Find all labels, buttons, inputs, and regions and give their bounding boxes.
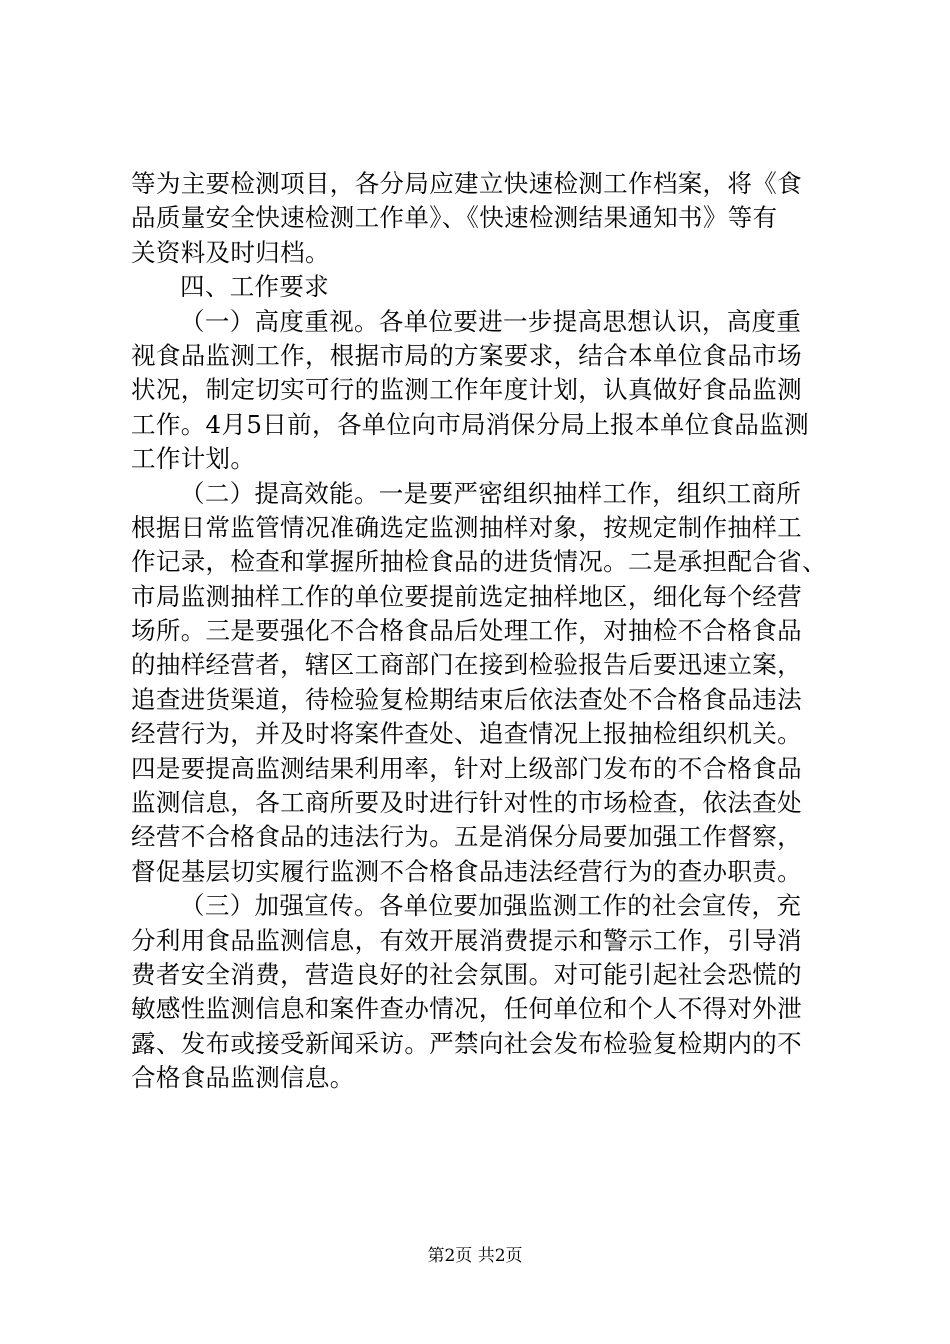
page-number-footer: 第2页 共2页 [427,1246,523,1266]
text-line: 合格食品监测信息。 [131,1063,355,1093]
text-line: 分利用食品监测信息，有效开展消费提示和警示工作，引导消 [131,925,802,955]
text-line: （二）提高效能。一是要严密组织抽样工作，组织工商所 [180,478,802,508]
text-line: 工作计划。 [131,444,256,474]
text-line: 状况，制定切实可行的监测工作年度计划，认真做好食品监测 [131,375,802,405]
text-line: 费者安全消费，营造良好的社会氛围。对可能引起社会恐慌的 [131,959,802,989]
text-line: 作记录，检查和掌握所抽检食品的进货情况。二是承担配合省、 [131,547,827,577]
text-line: 等为主要检测项目，各分局应建立快速检测工作档案，将《食 [131,169,802,198]
text-line: 监测信息，各工商所要及时进行针对性的市场检查，依法查处 [131,788,802,818]
document-body [131,167,831,1096]
paragraph-p-intro [131,167,831,270]
text-line: 敏感性监测信息和案件查办情况，任何单位和个人不得对外泄 [131,994,802,1024]
text-line: 经营行为，并及时将案件查处、追查情况上报抽检组织机关。 [131,719,802,749]
text-line: 场所。三是要强化不合格食品后处理工作，对抽检不合格食品 [131,616,802,646]
text-line: 工作。4月5日前，各单位向市局消保分局上报本单位食品监测 [131,409,809,439]
text-line: 市局监测抽样工作的单位要提前选定抽样地区，细化每个经营 [131,581,802,611]
text-line: 根据日常监管情况准确选定监测抽样对象，按规定制作抽样工 [131,512,802,542]
text-line: 经营不合格食品的违法行为。五是消保分局要加强工作督察， [131,822,802,852]
text-line: 露、发布或接受新闻采访。严禁向社会发布检验复检期内的不 [131,1028,802,1058]
text-line: （三）加强宣传。各单位要加强监测工作的社会宣传，充 [180,891,802,921]
text-line: 四、工作要求 [180,272,330,302]
text-line: 追查进货渠道，待检验复检期结束后依法查处不合格食品违法 [131,684,802,714]
paragraph-p-heading [131,270,831,304]
text-line: 关资料及时归档。 [131,237,330,267]
text-line: 视食品监测工作，根据市局的方案要求，结合本单位食品市场 [131,340,802,370]
text-line: 四是要提高监测结果利用率，针对上级部门发布的不合格食品 [131,753,802,783]
paragraph-p-section-1 [131,305,831,477]
paragraph-p-section-2 [131,477,831,890]
text-line: 品质量安全快速检测工作单》、《快速检测结果通知书》等有 [131,203,778,233]
text-line: （一）高度重视。各单位要进一步提高思想认识，高度重 [180,306,802,336]
text-line: 督促基层切实履行监测不合格食品违法经营行为的查办职责。 [131,856,802,886]
paragraph-p-section-3 [131,889,831,1095]
text-line: 的抽样经营者，辖区工商部门在接到检验报告后要迅速立案， [131,650,802,680]
